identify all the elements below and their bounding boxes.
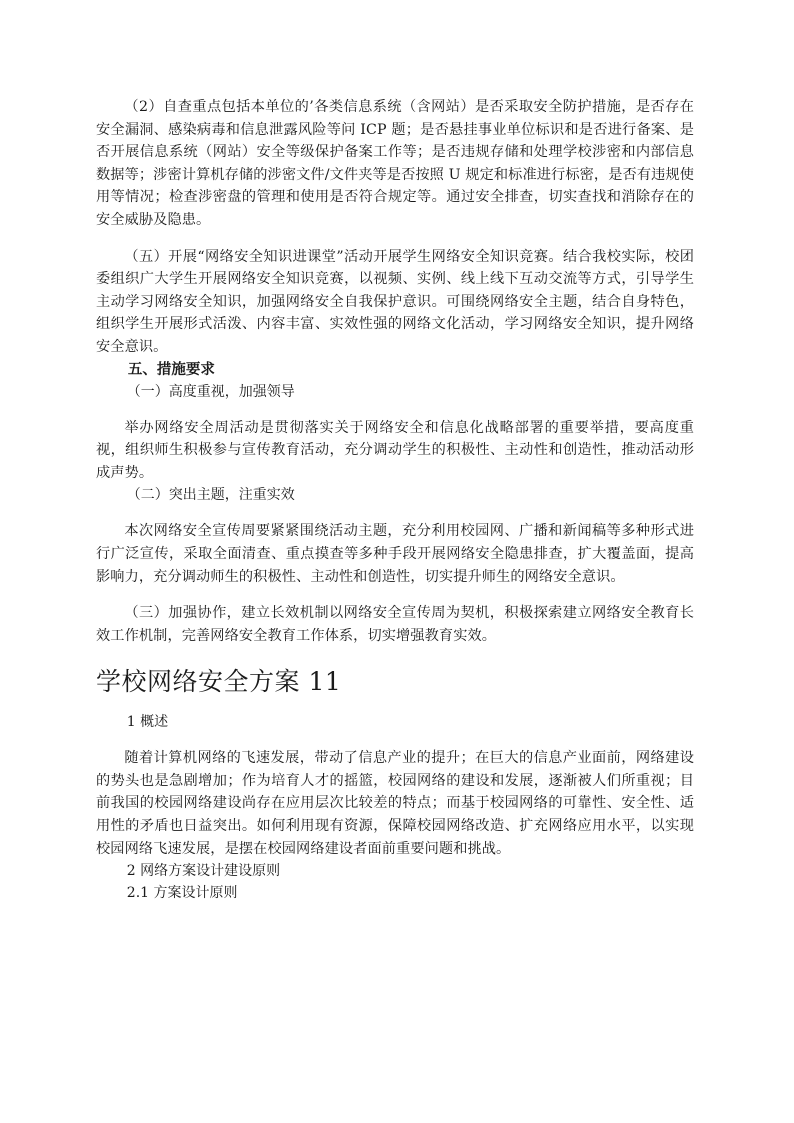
paragraph-overview: 随着计算机网络的飞速发展，带动了信息产业的提升；在巨大的信息产业面前，网络建设的势头也是急剧增加；作为培育人才的摇篮，校园网络的建设和发展，逐渐被人们所重视；目前我国的校园网络建设尚存在应用层次比较差的特点；而基于校园网络的可靠性、安全性、适用性的矛盾也日益突出。如何利用现有资源，保障校园网络改造、扩充网络应用水平，以实现校园网络飞速发展，是摆在校园网络建设者面前重要问题和挑战。	[96, 750, 694, 857]
heading-design-principles: 2 网络方案设计建设原则	[126, 863, 281, 880]
paragraph-theme: 本次网络安全宣传周要紧紧围绕活动主题，充分利用校园网、广播和新闻稿等多种形式进行广泛宣传，采取全面清查、重点摸查等多种手段开展网络安全隐患排查，扩大覆盖面，提高影响力，充分调动师生的积极性、主动性和创造性，切实提升师生的网络安全意识。	[96, 523, 694, 585]
paragraph-knowledge-contest: （五）开展“网络安全知识进课堂”活动开展学生网络安全知识竞赛。结合我校实际，校团委组织广大学生开展网络安全知识竞赛，以视频、实例、线上线下互动交流等方式，引导学生主动学习网络安全知识，加强网络安全自我保护意识。可围绕网络安全主题，结合自身特色，组织学生开展形式活泼、内容丰富、实效性强的网络文化活动，学习网络安全知识，提升网络安全意识。	[96, 248, 694, 355]
subheading-theme: （二）突出主题，注重实效	[126, 487, 295, 504]
paragraph-self-check: （2）自查重点包括本单位的’各类信息系统（含网站）是否采取安全防护措施，是否存在安全漏洞、感染病毒和信息泄露风险等问 ICP 题；是否悬挂事业单位标识和是否进行备案、是否开展信息系统（网站）安全等级保护备案工作等；是否违规存储和处理学校涉密和内部信息数据等；涉密计算机存储的涉密文件/文件夹等是否按照 U 规定和标准进行标密，是否有违规使用等情况；检查涉密盘的管理和使用是否符合规定等。通过安全排查，切实查找和消除存在的安全威胁及隐患。	[96, 99, 694, 228]
document-page	[96, 96, 694, 904]
paragraph-attention: 举办网络安全周活动是贯彻落实关于网络安全和信息化战略部署的重要举措，要高度重视，组织师生积极参与宣传教育活动，充分调动学生的积极性、主动性和创造性，推动活动形成声势。	[96, 419, 694, 481]
heading-overview: 1 概述	[126, 714, 169, 731]
section-heading-measures: 五、措施要求	[127, 361, 215, 378]
document-title: 学校网络安全方案 11	[96, 667, 342, 697]
subheading-attention: （一）高度重视，加强领导	[126, 383, 295, 400]
subheading-plan-principles: 2.1 方案设计原则	[126, 885, 238, 902]
paragraph-cooperation: （三）加强协作，建立长效机制以网络安全宣传周为契机，积极探索建立网络安全教育长效工作机制，完善网络安全教育工作体系，切实增强教育实效。	[96, 605, 694, 644]
